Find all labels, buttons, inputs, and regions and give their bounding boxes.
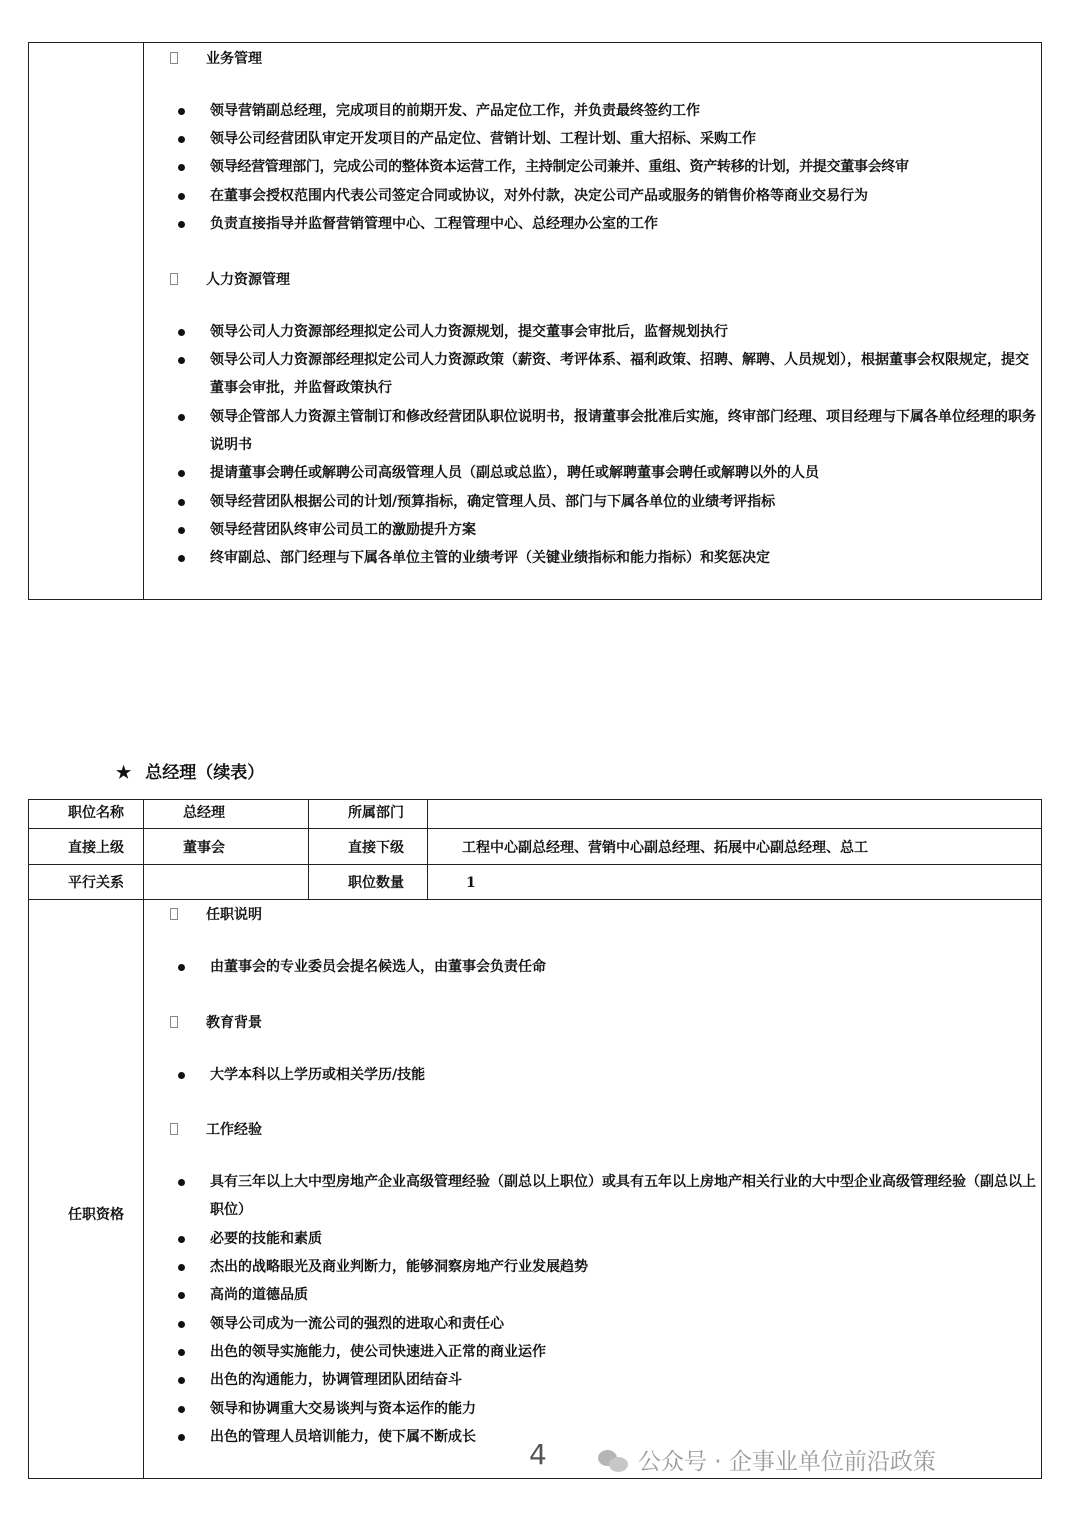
column-divider — [143, 43, 144, 599]
list-item: 大学本科以上学历或相关学历/技能 — [178, 1061, 1080, 1089]
list-item: 具有三年以上大中型房地产企业高级管理经验（副总以上职位）或具有五年以上房地产相关行业的大中型企业高级管理经验（副总以上职位） — [178, 1168, 1042, 1224]
direct-superior-label: 直接上级 — [68, 840, 124, 856]
bullet-icon — [178, 164, 185, 171]
list-item: 提请董事会聘任或解聘公司高级管理人员（副总或总监），聘任或解聘董事会聘任或解聘以外的人员 — [178, 459, 1080, 487]
position-count-label: 职位数量 — [348, 875, 404, 891]
section-heading-appointment: 任职说明 — [170, 904, 262, 924]
section-heading-hr: 人力资源管理 — [170, 269, 290, 289]
parallel-relation-label: 平行关系 — [68, 875, 124, 891]
list-item: 出色的沟通能力，协调管理团队团结奋斗 — [178, 1366, 1080, 1394]
wechat-icon — [598, 1450, 628, 1472]
watermark — [598, 1443, 936, 1476]
list-item: 出色的管理人员培训能力，使下属不断成长 — [178, 1423, 1080, 1451]
list-item: 领导企管部人力资源主管制订和修改经营团队职位说明书，报请董事会批准后实施，终审部门经理、项目经理与下属各单位经理的职务说明书 — [178, 403, 1042, 459]
position-name-label: 职位名称 — [68, 805, 124, 821]
bullet-icon — [178, 1072, 185, 1079]
column-divider — [143, 800, 144, 1478]
bullet-icon — [178, 1377, 185, 1384]
list-item: 负责直接指导并监督营销管理中心、工程管理中心、总经理办公室的工作 — [178, 210, 1080, 238]
bullet-icon — [178, 329, 185, 336]
bullet-icon — [178, 1349, 185, 1356]
list-item: 领导营销副总经理，完成项目的前期开发、产品定位工作，并负责最终签约工作 — [178, 97, 1080, 125]
page-number: 4 — [529, 1438, 547, 1471]
bullet-icon — [178, 555, 185, 562]
checkbox-square-icon — [170, 908, 178, 920]
bullet-icon — [178, 193, 185, 200]
list-item: 领导和协调重大交易谈判与资本运作的能力 — [178, 1395, 1080, 1423]
bullet-icon — [178, 1292, 185, 1299]
checkbox-square-icon — [170, 1123, 178, 1135]
direct-superior-value: 董事会 — [183, 840, 225, 856]
list-item: 领导公司人力资源部经理拟定公司人力资源政策（薪资、考评体系、福利政策、招聘、解聘、人员规划），根据董事会权限规定，提交董事会审批，并监督政策执行 — [178, 346, 1042, 402]
section-heading-experience: 工作经验 — [170, 1119, 262, 1139]
list-item: 高尚的道德品质 — [178, 1281, 1080, 1309]
bullet-icon — [178, 1236, 185, 1243]
row-divider — [29, 828, 1041, 829]
bullet-icon — [178, 221, 185, 228]
section-heading-education: 教育背景 — [170, 1012, 262, 1032]
direct-subordinate-value: 工程中心副总经理、营销中心副总经理、拓展中心副总经理、总工 — [462, 840, 868, 856]
position-count-value: 1 — [466, 875, 476, 891]
page-title: ★ 总经理（续表） — [116, 763, 265, 783]
section-heading-business: 业务管理 — [170, 48, 262, 68]
bullet-icon — [178, 964, 185, 971]
column-divider — [308, 800, 309, 899]
bullet-icon — [178, 414, 185, 421]
bullet-icon — [178, 470, 185, 477]
bullet-icon — [178, 1434, 185, 1441]
bullet-icon — [178, 357, 185, 364]
qualification-label: 任职资格 — [68, 1207, 124, 1223]
bullet-icon — [178, 1321, 185, 1328]
bullet-icon — [178, 108, 185, 115]
bullet-icon — [178, 1264, 185, 1271]
list-item: 领导公司成为一流公司的强烈的进取心和责任心 — [178, 1310, 1080, 1338]
list-item: 终审副总、部门经理与下属各单位主管的业绩考评（关键业绩指标和能力指标）和奖惩决定 — [178, 544, 1080, 572]
watermark-text: 公众号 · 企事业单位前沿政策 — [638, 1449, 936, 1475]
list-item: 出色的领导实施能力，使公司快速进入正常的商业运作 — [178, 1338, 1080, 1366]
star-icon: ★ — [116, 763, 132, 783]
position-name-value: 总经理 — [183, 805, 225, 821]
bullet-icon — [178, 1179, 185, 1186]
list-item: 领导公司经营团队审定开发项目的产品定位、营销计划、工程计划、重大招标、采购工作 — [178, 125, 1080, 153]
department-label: 所属部门 — [348, 805, 404, 821]
list-item: 必要的技能和素质 — [178, 1225, 1080, 1253]
row-divider — [29, 899, 1041, 900]
list-item: 在董事会授权范围内代表公司签定合同或协议，对外付款，决定公司产品或服务的销售价格等商业交易行为 — [178, 182, 1080, 210]
bullet-icon — [178, 527, 185, 534]
list-item: 杰出的战略眼光及商业判断力，能够洞察房地产行业发展趋势 — [178, 1253, 1080, 1281]
checkbox-square-icon — [170, 1016, 178, 1028]
list-item: 领导经营管理部门，完成公司的整体资本运营工作，主持制定公司兼并、重组、资产转移的计划，并提交董事会终审 — [178, 153, 1042, 181]
bullet-icon — [178, 499, 185, 506]
bullet-icon — [178, 1406, 185, 1413]
checkbox-square-icon — [170, 52, 178, 64]
bullet-icon — [178, 136, 185, 143]
list-item: 由董事会的专业委员会提名候选人，由董事会负责任命 — [178, 953, 1080, 981]
column-divider — [427, 800, 428, 899]
list-item: 领导经营团队根据公司的计划/预算指标，确定管理人员、部门与下属各单位的业绩考评指标 — [178, 488, 1080, 516]
list-item: 领导经营团队终审公司员工的激励提升方案 — [178, 516, 1080, 544]
direct-subordinate-label: 直接下级 — [348, 840, 404, 856]
checkbox-square-icon — [170, 273, 178, 285]
list-item: 领导公司人力资源部经理拟定公司人力资源规划，提交董事会审批后，监督规划执行 — [178, 318, 1042, 346]
